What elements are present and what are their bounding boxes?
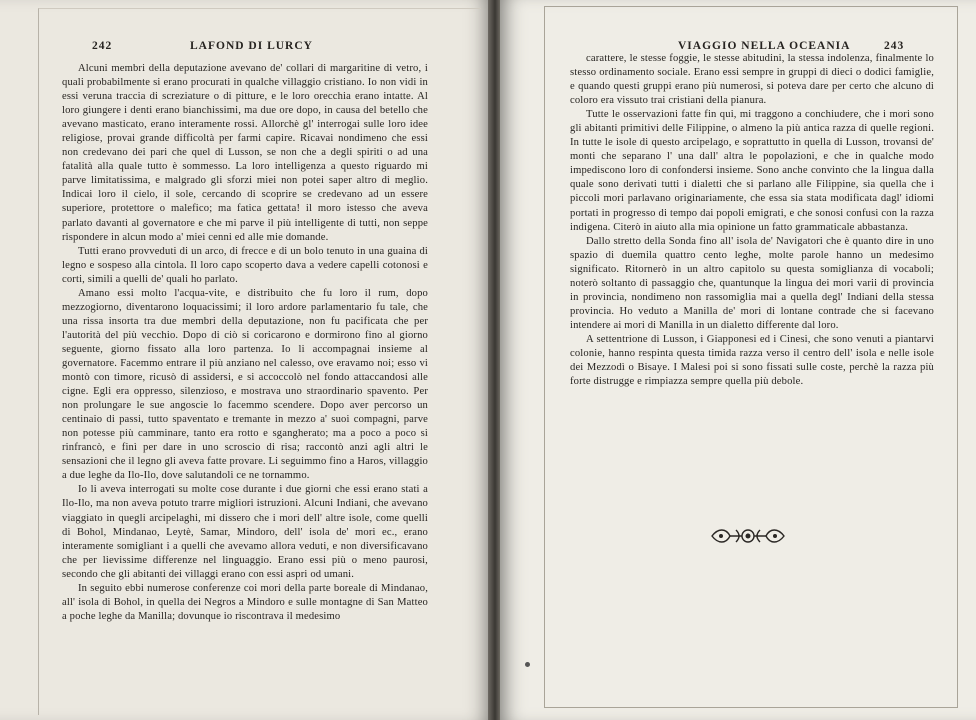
paragraph: Amano essi molto l'acqua-vite, e distribuito che fu loro il rum, dopo mezzogiorno, diventarono loquacissimi; il loro ardore parlamentario fu tale, che una rissa insorta tra due membri della deputazione, non fu pacificata che per l'autorità del più vecchio. Dopo di ciò si coricarono e dormirono fino al giorno seguente, giorno fissato alla loro partenza. Io li accompagnai insieme al governatore. Facemmo entrare il più anziano nel calesso, ove eravamo noi; esso vi montò con timore, ricusò di assidersi, e si accoccolò nel fondo attaccandosi alle cigne. Egli era oppresso, silenzioso, e mostrava uno straordinario spavento. Per non prolungare le sue angoscie lo facemmo scendere. Dopo aver percorso un centinaio di passi, tutto spaventato e tremante in mezzo a' suoi compagni, parve non potesse più camminare, tanto era rotto e sgangherato; ma a poco a poco si rinfrancò, e finì per dare in uno scroscio di risa; raccontò anzi agli altri le sensazioni che il legno gli aveva fatte provare. Li seguimmo fino a Haros, villaggio a due leghe da Ilo-Ilo, dove salutandoli ce ne tornammo. <box>62 287 428 482</box>
running-title: VIAGGIO NELLA OCEANIA <box>678 40 851 52</box>
page-number: 243 <box>884 40 905 52</box>
paragraph: Dallo stretto della Sonda fino all' isola de' Navigatori che è quanto dire in uno spazio di duemila quattro cento leghe, molte parole hanno un medesimo significato. Ritornerò in un altro capitolo su questa somiglianza di vocaboli; noterò soltanto di passaggio che, quantunque la lingua dei mori varii di provincia in provincia, nondimeno non rassomiglia mai a quella degl' Indiani della stessa provincia. Ho veduto a Manilla de' mori di lontane contrade che si facevano intendere ai mori di Manilla in un dialetto differente dal loro. <box>570 235 934 331</box>
paragraph: Io li aveva interrogati su molte cose durante i due giorni che essi erano stati a Ilo-Ilo, ma non aveva potuto trarre migliori istruzioni. Alcuni Indiani, che avevano viaggiato in quegli arcipelaghi, mi dissero che i mori dell' altre isole, come quelli di Bohol, Mindanao, Leytè, Samar, Mindoro, dell' isola de' mori ec., erano interamente somigliant i a quelli che avevamo allora veduti, e non diversificavano che per lievissime differenze nel linguaggio. Erano essi più o meno paurosi, secondo che gli abitanti dei villaggi erano con essi aspri od umani. <box>62 484 428 580</box>
paragraph: carattere, le stesse foggie, le stesse abitudini, la stessa indolenza, finalmente lo stesso ordinamento sociale. Erano essi sempre in gruppi di dieci o dodici famiglie, e quando questi gruppi erano più numerosi, si poteva dare per certo che alcuno di coloro era vissuto trai cristiani della pianura. <box>570 53 934 107</box>
body-text <box>62 62 428 624</box>
paragraph: Tutte le osservazioni fatte fin qui, mi traggono a conchiudere, che i mori sono gli abitanti primitivi delle Filippine, o almeno la più antica razza di quelle regioni. In tutte le isole di questo arcipelago, e soprattutto in quella di Lusson, trovansi de' monti che separano l' una dall' altra le popolazioni, e che in qualche modo impediscono loro di confondersi insieme. Sono anche convinto che la lingua dalla quale sono derivati tutti i dialetti che si parlano alle Filippine, sia quella che i piccoli mori parlavano originariamente, che essa sia stata modificata dagl' idiomi portati in progresso di tempo dai popoli emigrati, e che sonosi confusi con la razza indigena. Citerò in aiuto alla mia opinione un fatto grammaticale abbastanza. <box>570 109 934 233</box>
tailpiece-ornament-icon <box>708 525 788 547</box>
paragraph: Tutti erano provveduti di un arco, di frecce e di un bolo tenuto in una guaina di legno e sospeso alla cintola. Il loro capo scoperto dava a vedere capelli cotonosi e corti, simili a quelli de' quali ho parlato. <box>62 245 428 285</box>
page-number: 242 <box>92 40 113 52</box>
paper-speck <box>525 662 530 667</box>
paragraph: In seguito ebbi numerose conferenze coi mori della parte boreale di Mindanao, all' isola di Bohol, in quella dei Negros a Mindoro e sulle montagne di San Matteo a poche leghe da Manilla; dovunque io riscontrava il medesimo <box>62 582 428 622</box>
running-title: LAFOND DI LURCY <box>190 40 313 52</box>
right-page <box>500 0 976 720</box>
paragraph: A settentrione di Lusson, i Giapponesi ed i Cinesi, che sono venuti a piantarvi colonie, hanno respinta questa timida razza verso il centro dell' isola e nelle isole dei Mezzodì o Bisaye. I Malesi poi si sono fissati sulle coste, perchè la razza più forte distrugge e rimpiazza sempre quella più debole. <box>570 333 934 388</box>
paragraph: Alcuni membri della deputazione avevano de' collari di margaritine di vetro, i quali probabilmente si erano procurati in qualche villaggio cristiano. Io non vidi in essi veruna traccia di screziature o di pitture, e le loro orecchia erano intatte. Al loro giungere i denti erano bianchissimi, ma due ore dopo, in causa del betello che avevano masticato, erano interamente rossi. Allorchè gl' interrogai sulle loro idee religiose, provai grande difficoltà per farmi capire. Ricavai nondimeno che essi non credevano dei pari che quel di Lusson, se non che a degli spiriti o ad una fatalità alla quale tutto è sommesso. La loro intelligenza a questo riguardo mi parve limitatissima, e malgrado gli sforzi miei non potei saper altro di meglio. Indicai loro il cielo, il sole, cercando di scoprire se credevano ad un essere superiore, protettore o malefico; ma fatica gettata! il moro istesso che aveva parlato davanti al governatore e che mi parve il più intelligente di tutti, non seppe rispondere in alcun modo a' miei cenni ed alle mie domande. <box>62 63 428 243</box>
body-text <box>570 52 934 389</box>
